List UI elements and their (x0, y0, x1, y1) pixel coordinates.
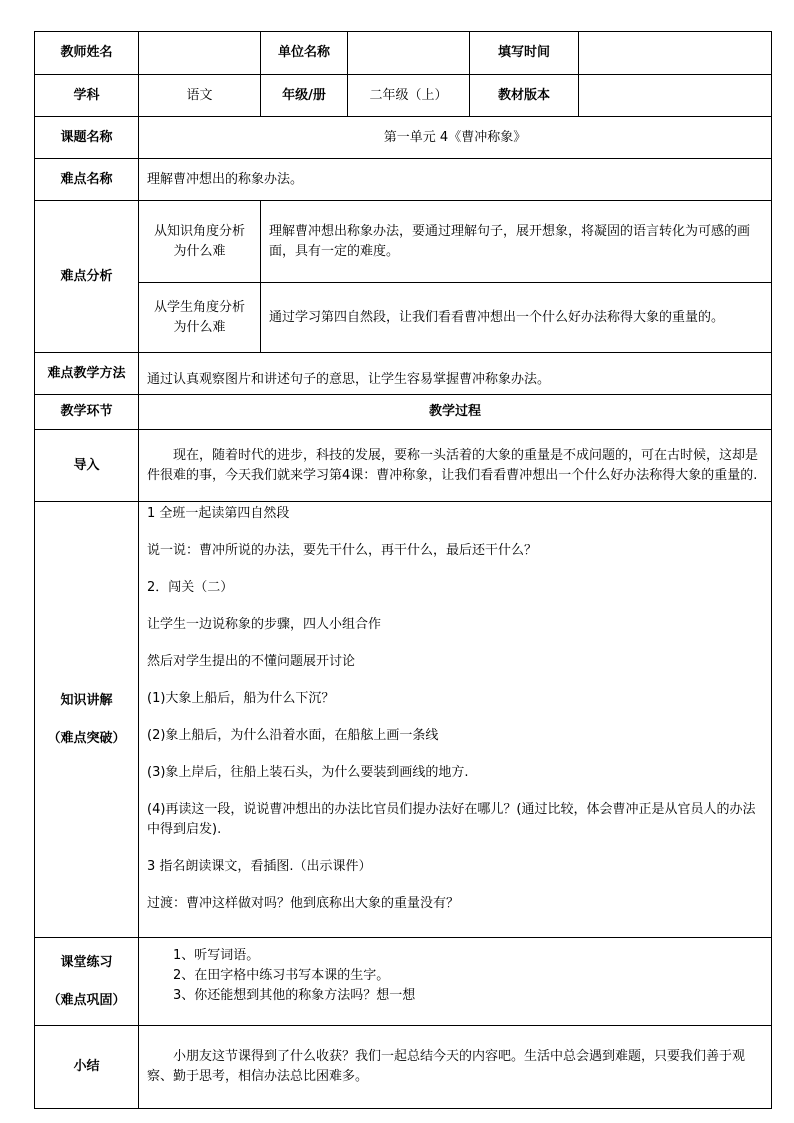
knowledge-line: 让学生一边说称象的步骤，四人小组合作 (147, 617, 382, 632)
edition-value (579, 75, 772, 117)
teacher-name-value (139, 32, 261, 75)
process-header: 教学过程 (139, 395, 772, 430)
knowledge-line: (2)象上船后，为什么沿着水面，在船舷上画一条线 (147, 728, 439, 743)
student-angle-line-1: 从学生角度分析 (153, 299, 245, 315)
difficulty-label: 难点名称 (35, 159, 139, 201)
knowledge-line: 3 指名朗读课文，看插图.（出示课件） (147, 859, 372, 874)
knowledge-angle-value: 理解曹冲想出称象办法，要通过理解句子，展开想象，将凝固的语言转化为可感的画面，具有一定的难度。 (261, 201, 772, 283)
student-angle-line-2: 为什么难 (173, 319, 226, 335)
grade-value: 二年级（上） (348, 75, 470, 117)
topic-label: 课题名称 (35, 117, 139, 159)
summary-label: 小结 (35, 1026, 139, 1109)
practice-item: 3、你还能想到其他的称象方法吗？想一想 (173, 988, 416, 1003)
analysis-row-student (35, 283, 772, 353)
method-row (35, 353, 772, 395)
knowledge-angle-line-1: 从知识角度分析 (153, 223, 245, 239)
knowledge-line: (3)象上岸后，往船上装石头，为什么要装到画线的地方. (147, 765, 469, 780)
topic-row (35, 117, 772, 159)
knowledge-row (35, 502, 772, 938)
intro-text: 现在，随着时代的进步，科技的发展，要称一头活着的大象的重量是不成问题的，可在古时候，这却是件很难的事，今天我们就来学习第4课：曹冲称象，让我们看看曹冲想出一个什么好办法称得大象的重量的. (139, 430, 772, 502)
fill-time-value (579, 32, 772, 75)
practice-item: 2、在田字格中练习书写本课的生字。 (173, 968, 390, 983)
stage-header: 教学环节 (35, 395, 139, 430)
header-row-2 (35, 75, 772, 117)
unit-name-label: 单位名称 (261, 32, 348, 75)
method-value: 通过认真观察图片和讲述句子的意思，让学生容易掌握曹冲称象办法。 (139, 353, 772, 395)
knowledge-label-line-2: （难点突破） (47, 730, 126, 746)
teacher-name-label: 教师姓名 (35, 32, 139, 75)
summary-row (35, 1026, 772, 1109)
practice-label (35, 938, 139, 1026)
practice-content (139, 938, 772, 1026)
method-label: 难点教学方法 (35, 353, 139, 395)
subject-value: 语文 (139, 75, 261, 117)
knowledge-line: (4)再读这一段，说说曹冲想出的办法比官员们提办法好在哪儿？(通过比较，体会曹冲正是从官员人的办法中得到启发). (147, 802, 756, 837)
knowledge-label-line-1: 知识讲解 (60, 692, 113, 708)
intro-label: 导入 (35, 430, 139, 502)
student-angle-label (139, 283, 261, 353)
knowledge-content (139, 502, 772, 938)
student-angle-value: 通过学习第四自然段，让我们看看曹冲想出一个什么好办法称得大象的重量的。 (261, 283, 772, 353)
difficulty-row (35, 159, 772, 201)
knowledge-angle-line-2: 为什么难 (173, 243, 226, 259)
knowledge-line: 过渡：曹冲这样做对吗？他到底称出大象的重量没有？ (147, 896, 460, 911)
unit-name-value (348, 32, 470, 75)
analysis-label: 难点分析 (35, 201, 139, 353)
analysis-row-knowledge (35, 201, 772, 283)
intro-row (35, 430, 772, 502)
subject-label: 学科 (35, 75, 139, 117)
knowledge-line: 1 全班一起读第四自然段 (147, 506, 290, 521)
knowledge-line: 然后对学生提出的不懂问题展开讨论 (147, 654, 356, 669)
practice-row (35, 938, 772, 1026)
process-header-row (35, 395, 772, 430)
difficulty-value: 理解曹冲想出的称象办法。 (139, 159, 772, 201)
edition-label: 教材版本 (470, 75, 579, 117)
topic-value: 第一单元 4《曹冲称象》 (139, 117, 772, 159)
practice-item: 1、听写词语。 (173, 948, 260, 963)
practice-label-line-2: （难点巩固） (47, 992, 126, 1008)
knowledge-line: (1)大象上船后，船为什么下沉？ (147, 691, 335, 706)
knowledge-label (35, 502, 139, 938)
knowledge-line: 说一说：曹冲所说的办法，要先干什么，再干什么，最后还干什么？ (147, 543, 538, 558)
summary-text: 小朋友这节课得到了什么收获？我们一起总结今天的内容吧。生活中总会遇到难题，只要我们善于观察、勤于思考，相信办法总比困难多。 (139, 1026, 772, 1109)
knowledge-line: 2．闯关（二） (147, 580, 234, 595)
practice-label-line-1: 课堂练习 (60, 954, 113, 970)
header-row-1 (35, 32, 772, 75)
lesson-plan-table (34, 31, 772, 1109)
fill-time-label: 填写时间 (470, 32, 579, 75)
grade-label: 年级/册 (261, 75, 348, 117)
knowledge-angle-label (139, 201, 261, 283)
